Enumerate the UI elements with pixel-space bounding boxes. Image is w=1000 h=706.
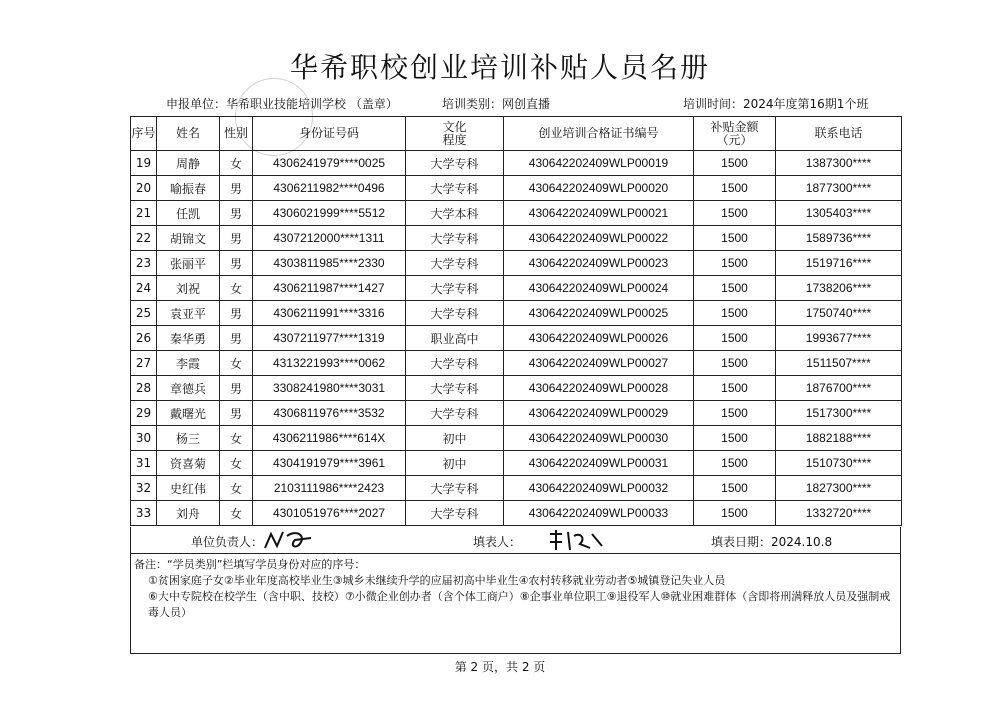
education-cell: 大学专科: [406, 151, 504, 176]
phone-cell: 1882188****: [776, 426, 902, 451]
phone-cell: 1589736****: [776, 226, 902, 251]
phone-cell: 1993677****: [776, 326, 902, 351]
header-id: 身份证号码: [253, 117, 406, 151]
gender-cell: 女: [220, 151, 253, 176]
id-number-cell: 4306021999****5512: [253, 201, 406, 226]
certificate-cell: 430642202409WLP00028: [504, 376, 694, 401]
gender-cell: 男: [220, 176, 253, 201]
certificate-cell: 430642202409WLP00021: [504, 201, 694, 226]
name-cell: 李霞: [157, 351, 220, 376]
amount-cell: 1500: [694, 451, 776, 476]
id-number-cell: 4303811985****2330: [253, 251, 406, 276]
name-cell: 喻振春: [157, 176, 220, 201]
document-title: 华希职校创业培训补贴人员名册: [289, 51, 710, 84]
seq-cell: 23: [131, 251, 157, 276]
certificate-cell: 430642202409WLP00032: [504, 476, 694, 501]
table-row: [131, 176, 902, 201]
seq-cell: 27: [131, 351, 157, 376]
amount-cell: 1500: [694, 426, 776, 451]
certificate-cell: 430642202409WLP00026: [504, 326, 694, 351]
gender-cell: 男: [220, 376, 253, 401]
remarks: [134, 557, 894, 621]
amount-cell: 1500: [694, 276, 776, 301]
seq-cell: 29: [131, 401, 157, 426]
education-cell: 初中: [406, 426, 504, 451]
name-cell: 袁亚平: [157, 301, 220, 326]
page-number: 第 2 页，共 2 页: [454, 660, 546, 674]
id-number-cell: 4313221993****0062: [253, 351, 406, 376]
seq-cell: 20: [131, 176, 157, 201]
table-row: [131, 226, 902, 251]
phone-cell: 1750740****: [776, 301, 902, 326]
seq-cell: 24: [131, 276, 157, 301]
certificate-cell: 430642202409WLP00030: [504, 426, 694, 451]
amount-cell: 1500: [694, 251, 776, 276]
phone-cell: 1738206****: [776, 276, 902, 301]
education-cell: 大学专科: [406, 501, 504, 526]
name-cell: 刘舟: [157, 501, 220, 526]
gender-cell: 女: [220, 426, 253, 451]
gender-cell: 男: [220, 251, 253, 276]
gender-cell: 男: [220, 301, 253, 326]
id-number-cell: 4304191979****3961: [253, 451, 406, 476]
filler-signature: [546, 528, 606, 552]
gender-cell: 女: [220, 351, 253, 376]
table-header-row: [131, 117, 902, 151]
name-cell: 秦华勇: [157, 326, 220, 351]
amount-cell: 1500: [694, 476, 776, 501]
gender-cell: 女: [220, 451, 253, 476]
table-row: [131, 301, 902, 326]
signature-row: [131, 527, 900, 554]
amount-cell: 1500: [694, 351, 776, 376]
name-cell: 史红伟: [157, 476, 220, 501]
name-cell: 章德兵: [157, 376, 220, 401]
table-row: [131, 401, 902, 426]
certificate-cell: 430642202409WLP00027: [504, 351, 694, 376]
amount-cell: 1500: [694, 376, 776, 401]
phone-cell: 1877300****: [776, 176, 902, 201]
id-number-cell: 4301051976****2027: [253, 501, 406, 526]
remarks-line-3: ⑥大中专院校在校学生（含中职、技校）⑦小微企业创办者（含个体工商户）⑧企事业单位职工⑨退役军人⑩就业困难群体（含即将刑满释放人员及强制戒毒人员）: [148, 590, 891, 619]
name-cell: 戴曙光: [157, 401, 220, 426]
name-cell: 张丽平: [157, 251, 220, 276]
amount-cell: 1500: [694, 301, 776, 326]
header-certificate: 创业培训合格证书编号: [504, 117, 694, 151]
name-cell: 周静: [157, 151, 220, 176]
id-number-cell: 4307212000****1311: [253, 226, 406, 251]
phone-cell: 1876700****: [776, 376, 902, 401]
header-amount: 补贴金额 （元）: [694, 117, 776, 151]
certificate-cell: 430642202409WLP00024: [504, 276, 694, 301]
certificate-cell: 430642202409WLP00023: [504, 251, 694, 276]
remarks-line-2: ①贫困家庭子女②毕业年度高校毕业生③城乡未继续升学的应届初高中毕业生④农村转移就业劳动者⑤城镇登记失业人员: [148, 574, 726, 587]
id-number-cell: 4306211991****3316: [253, 301, 406, 326]
certificate-cell: 430642202409WLP00025: [504, 301, 694, 326]
gender-cell: 男: [220, 201, 253, 226]
education-cell: 大学专科: [406, 476, 504, 501]
education-cell: 大学本科: [406, 201, 504, 226]
seq-cell: 33: [131, 501, 157, 526]
phone-cell: 1519716****: [776, 251, 902, 276]
remarks-line-1: 备注：“学员类别”栏填写学员身份对应的序号：: [134, 558, 366, 571]
seq-cell: 25: [131, 301, 157, 326]
phone-cell: 1332720****: [776, 501, 902, 526]
table-row: [131, 351, 902, 376]
certificate-cell: 430642202409WLP00033: [504, 501, 694, 526]
phone-cell: 1387300****: [776, 151, 902, 176]
id-number-cell: 2103111986****2423: [253, 476, 406, 501]
education-cell: 初中: [406, 451, 504, 476]
table-row: [131, 326, 902, 351]
name-cell: 胡锦文: [157, 226, 220, 251]
header-name: 姓名: [157, 117, 220, 151]
education-cell: 大学专科: [406, 276, 504, 301]
table-row: [131, 376, 902, 401]
id-number-cell: 4306811976****3532: [253, 401, 406, 426]
phone-cell: 1305403****: [776, 201, 902, 226]
seq-cell: 19: [131, 151, 157, 176]
fill-date: 填表日期：2024.10.8: [711, 535, 833, 549]
seq-cell: 32: [131, 476, 157, 501]
amount-cell: 1500: [694, 401, 776, 426]
name-cell: 任凯: [157, 201, 220, 226]
phone-cell: 1511507****: [776, 351, 902, 376]
header-seq: 序号: [131, 117, 157, 151]
id-number-cell: 4306211986****614X: [253, 426, 406, 451]
id-number-cell: 4306241979****0025: [253, 151, 406, 176]
amount-cell: 1500: [694, 326, 776, 351]
seq-cell: 31: [131, 451, 157, 476]
id-number-cell: 3308241980****3031: [253, 376, 406, 401]
education-cell: 大学专科: [406, 401, 504, 426]
header-education: 文化 程度: [406, 117, 504, 151]
gender-cell: 男: [220, 401, 253, 426]
phone-cell: 1510730****: [776, 451, 902, 476]
education-cell: 大学专科: [406, 176, 504, 201]
table-row: [131, 426, 902, 451]
id-number-cell: 4306211982****0496: [253, 176, 406, 201]
table-row: [131, 151, 902, 176]
amount-cell: 1500: [694, 176, 776, 201]
name-cell: 刘祝: [157, 276, 220, 301]
amount-cell: 1500: [694, 226, 776, 251]
education-cell: 大学专科: [406, 251, 504, 276]
gender-cell: 女: [220, 276, 253, 301]
leader-label: 单位负责人：: [191, 535, 264, 549]
seq-cell: 28: [131, 376, 157, 401]
gender-cell: 男: [220, 326, 253, 351]
table-row: [131, 451, 902, 476]
name-cell: 资喜菊: [157, 451, 220, 476]
name-cell: 杨三: [157, 426, 220, 451]
applicant-unit: 申报单位：华希职业技能培训学校 （盖章）: [166, 97, 398, 111]
seq-cell: 21: [131, 201, 157, 226]
seq-cell: 30: [131, 426, 157, 451]
id-number-cell: 4306211987****1427: [253, 276, 406, 301]
gender-cell: 女: [220, 476, 253, 501]
certificate-cell: 430642202409WLP00019: [504, 151, 694, 176]
seq-cell: 22: [131, 226, 157, 251]
seq-cell: 26: [131, 326, 157, 351]
gender-cell: 男: [220, 226, 253, 251]
certificate-cell: 430642202409WLP00020: [504, 176, 694, 201]
education-cell: 职业高中: [406, 326, 504, 351]
amount-cell: 1500: [694, 201, 776, 226]
table-row: [131, 501, 902, 526]
table-row: [131, 251, 902, 276]
training-period: 培训时间：2024年度第16期1个班: [683, 97, 869, 111]
id-number-cell: 4307211977****1319: [253, 326, 406, 351]
education-cell: 大学专科: [406, 376, 504, 401]
education-cell: 大学专科: [406, 351, 504, 376]
education-cell: 大学专科: [406, 301, 504, 326]
roster-table: [130, 116, 902, 526]
education-cell: 大学专科: [406, 226, 504, 251]
training-category: 培训类别：网创直播: [442, 97, 551, 111]
phone-cell: 1517300****: [776, 401, 902, 426]
header-gender: 性别: [220, 117, 253, 151]
leader-signature: [261, 528, 321, 552]
table-row: [131, 201, 902, 226]
amount-cell: 1500: [694, 501, 776, 526]
certificate-cell: 430642202409WLP00029: [504, 401, 694, 426]
gender-cell: 女: [220, 501, 253, 526]
certificate-cell: 430642202409WLP00031: [504, 451, 694, 476]
phone-cell: 1827300****: [776, 476, 902, 501]
header-phone: 联系电话: [776, 117, 902, 151]
table-row: [131, 276, 902, 301]
table-row: [131, 476, 902, 501]
signature-and-notes: [130, 527, 901, 654]
filler-label: 填表人：: [473, 535, 522, 549]
certificate-cell: 430642202409WLP00022: [504, 226, 694, 251]
amount-cell: 1500: [694, 151, 776, 176]
